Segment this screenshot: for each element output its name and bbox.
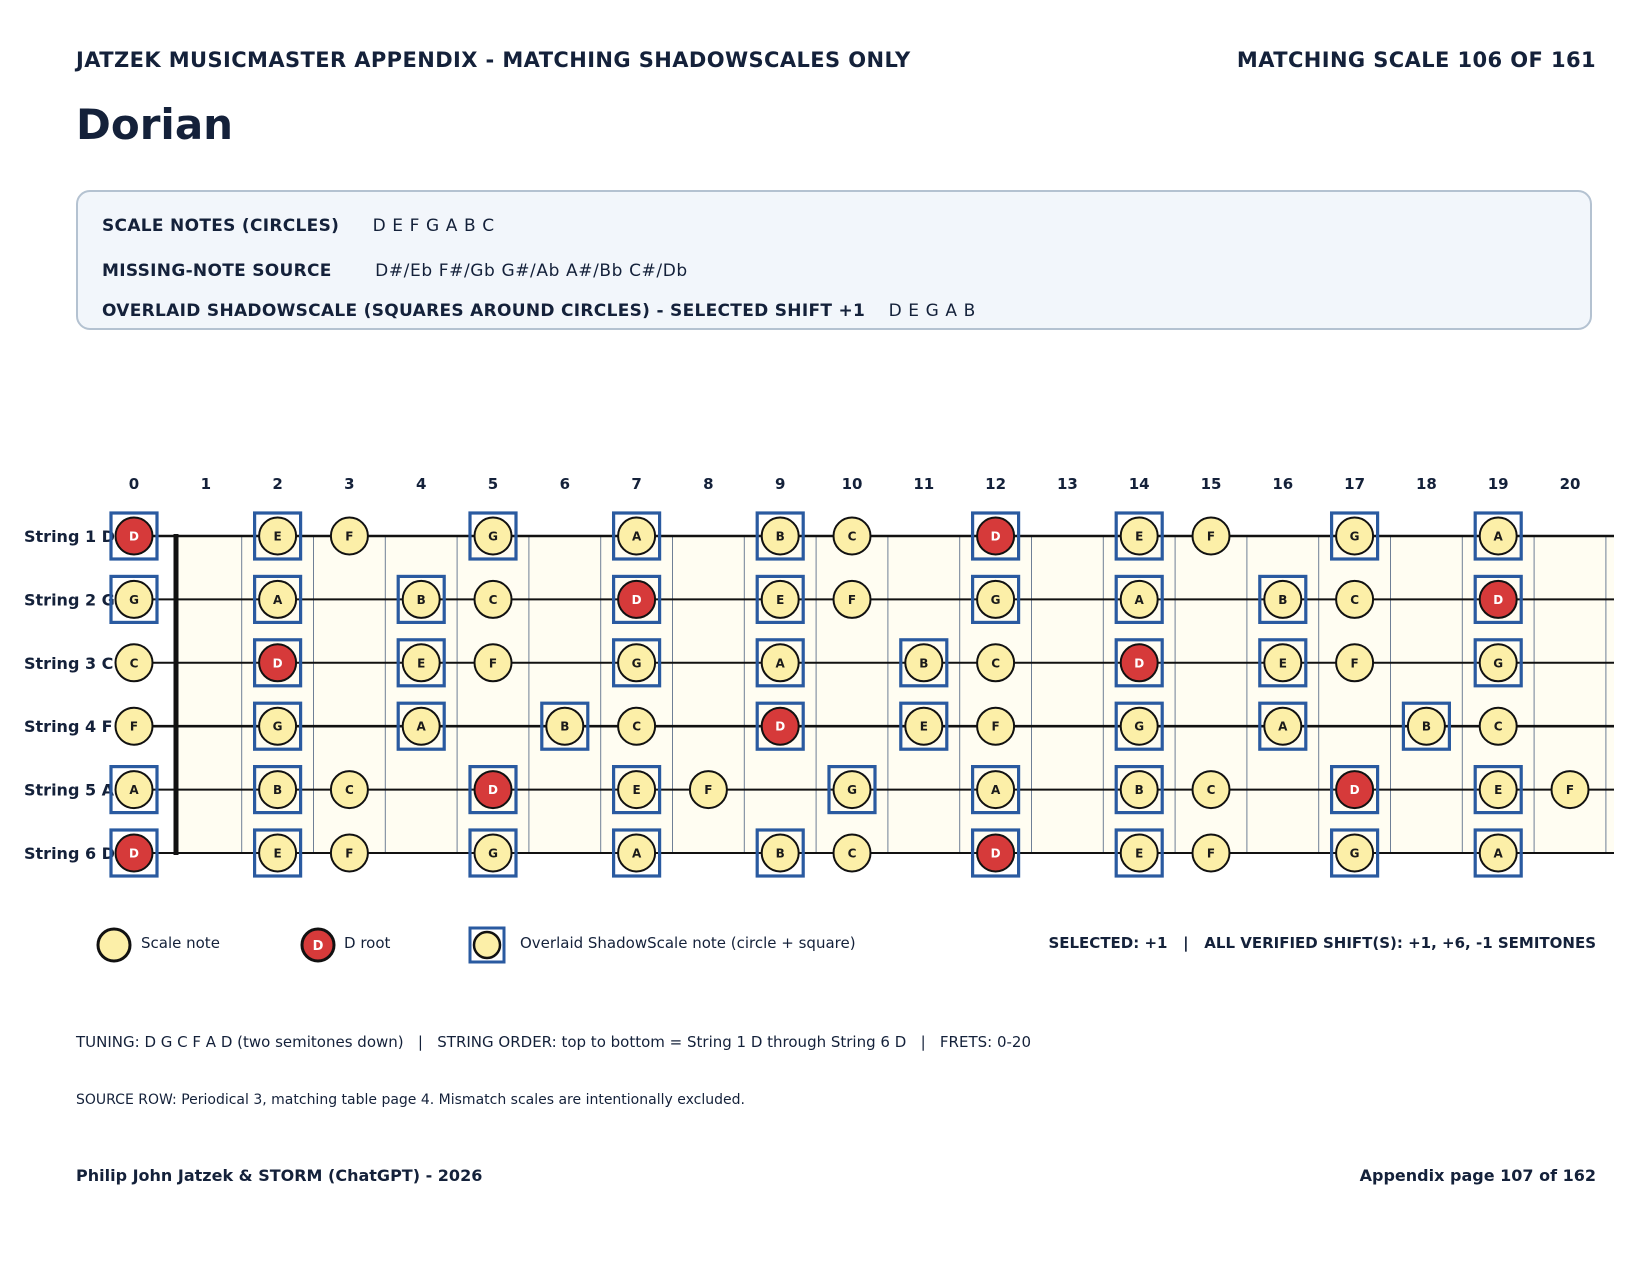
string-label: String 5 A xyxy=(24,780,115,800)
note-label: C xyxy=(991,656,1001,671)
note-label: G xyxy=(272,719,283,734)
note-label: D xyxy=(1134,656,1145,671)
note-label: E xyxy=(1494,783,1503,798)
note-label: A xyxy=(1278,719,1288,734)
note-label: D xyxy=(990,846,1001,861)
note-label: B xyxy=(416,592,426,607)
note-label: E xyxy=(273,846,282,861)
note-label: E xyxy=(417,656,426,671)
note-label: G xyxy=(990,592,1001,607)
overlay-label: OVERLAID SHADOWSCALE (SQUARES AROUND CIRCLES) - SELECTED SHIFT +1 xyxy=(102,301,866,321)
note-label: C xyxy=(847,529,857,544)
note-label: D xyxy=(1493,592,1504,607)
note-label: G xyxy=(488,529,498,544)
note-label: F xyxy=(1206,529,1216,544)
note-label: F xyxy=(1350,656,1359,671)
fret-number: 19 xyxy=(1487,475,1509,493)
fret-number: 16 xyxy=(1272,475,1294,493)
note-label: D xyxy=(990,529,1001,544)
legend-overlay-label: Overlaid ShadowScale note (circle + square) xyxy=(520,934,856,952)
fret-number: 20 xyxy=(1559,475,1581,493)
note-label: F xyxy=(345,529,354,544)
legend-scale-note-icon xyxy=(98,929,130,961)
note-label: A xyxy=(1134,592,1144,607)
note-label: F xyxy=(704,783,713,798)
scale-notes-label: SCALE NOTES (CIRCLES) xyxy=(102,216,340,236)
missing-notes-value: D#/Eb F#/Gb G#/Ab A#/Bb C#/Db xyxy=(375,261,688,281)
note-label: F xyxy=(847,592,857,607)
scale-name: Dorian xyxy=(76,100,234,149)
note-label: F xyxy=(345,846,354,861)
fret-number: 6 xyxy=(559,475,571,493)
note-label: B xyxy=(560,719,570,734)
fret-number: 10 xyxy=(841,475,863,493)
fret-number: 4 xyxy=(415,475,427,493)
note-label: G xyxy=(631,656,642,671)
note-label: E xyxy=(632,783,641,798)
source-info: SOURCE ROW: Periodical 3, matching table page 4. Mismatch scales are intentionally excluded. xyxy=(76,1092,745,1108)
note-label: D xyxy=(1349,783,1360,798)
note-label: A xyxy=(272,592,283,607)
note-label: G xyxy=(847,783,857,798)
missing-notes-label: MISSING-NOTE SOURCE xyxy=(102,261,332,281)
note-label: B xyxy=(775,846,785,861)
fret-number: 12 xyxy=(985,475,1007,493)
note-label: D xyxy=(488,783,498,798)
legend-root-letter: D xyxy=(312,939,324,954)
note-label: C xyxy=(344,783,354,798)
fret-number: 17 xyxy=(1344,475,1366,493)
note-label: D xyxy=(129,529,139,544)
scale-counter: MATCHING SCALE 106 OF 161 xyxy=(1236,48,1596,72)
note-label: C xyxy=(129,656,139,671)
note-label: D xyxy=(775,719,786,734)
fret-number: 3 xyxy=(344,475,355,493)
note-label: B xyxy=(1278,592,1288,607)
fret-number: 2 xyxy=(272,475,283,493)
fret-number: 18 xyxy=(1415,475,1437,493)
note-label: E xyxy=(1278,656,1287,671)
note-label: B xyxy=(273,783,283,798)
fret-number: 14 xyxy=(1128,475,1150,493)
fret-number: 9 xyxy=(774,475,786,493)
tuning-info: TUNING: D G C F A D (two semitones down) | STRING ORDER: top to bottom = String 1 D through String 6 D | FRETS: 0-20 xyxy=(76,1033,1031,1051)
fret-number: 13 xyxy=(1056,475,1078,493)
note-label: C xyxy=(488,592,498,607)
note-label: A xyxy=(631,846,642,861)
note-label: F xyxy=(1206,846,1216,861)
overlay-value: D E G A B xyxy=(888,301,976,321)
page-number: Appendix page 107 of 162 xyxy=(1359,1166,1596,1185)
shift-summary: SELECTED: +1 | ALL VERIFIED SHIFT(S): +1, +6, -1 SEMITONES xyxy=(1048,934,1596,952)
note-label: A xyxy=(775,656,785,671)
string-label: String 2 G xyxy=(24,590,115,610)
note-label: E xyxy=(1135,529,1144,544)
note-label: B xyxy=(919,656,929,671)
legend-root-label: D root xyxy=(344,934,391,952)
note-label: C xyxy=(1350,592,1360,607)
note-label: G xyxy=(1134,719,1145,734)
note-label: B xyxy=(775,529,785,544)
note-label: A xyxy=(129,783,139,798)
fret-number: 5 xyxy=(487,475,499,493)
header-title: JATZEK MUSICMASTER APPENDIX - MATCHING SHADOWSCALES ONLY xyxy=(76,48,911,72)
note-label: A xyxy=(631,529,642,544)
note-label: C xyxy=(847,846,857,861)
scale-notes-value: D E F G A B C xyxy=(372,216,495,236)
note-label: G xyxy=(1349,529,1360,544)
fret-number: 1 xyxy=(200,475,212,493)
note-label: B xyxy=(1134,783,1144,798)
fret-number: 7 xyxy=(631,475,642,493)
note-label: G xyxy=(488,846,498,861)
note-label: B xyxy=(1421,719,1431,734)
note-label: A xyxy=(990,783,1001,798)
note-label: D xyxy=(631,592,642,607)
note-label: E xyxy=(273,529,282,544)
string-label: String 3 C xyxy=(24,653,114,673)
note-label: F xyxy=(1565,783,1575,798)
note-label: E xyxy=(1135,846,1144,861)
note-label: D xyxy=(129,846,139,861)
fret-number: 0 xyxy=(128,475,140,493)
fretboard-background xyxy=(176,536,1614,853)
note-label: E xyxy=(919,719,928,734)
note-label: E xyxy=(776,592,785,607)
note-label: C xyxy=(1493,719,1503,734)
note-label: A xyxy=(1493,846,1503,861)
note-label: G xyxy=(129,592,139,607)
string-label: String 4 F xyxy=(24,717,113,737)
note-label: D xyxy=(272,656,283,671)
fret-number: 15 xyxy=(1200,475,1222,493)
note-label: F xyxy=(488,656,498,671)
string-label: String 6 D xyxy=(24,844,115,863)
note-label: A xyxy=(416,719,426,734)
credit: Philip John Jatzek & STORM (ChatGPT) - 2026 xyxy=(76,1166,483,1185)
note-label: A xyxy=(1493,529,1503,544)
legend-overlay-circle-icon xyxy=(474,932,500,958)
note-label: G xyxy=(1493,656,1504,671)
fret-number: 11 xyxy=(913,475,935,493)
note-label: G xyxy=(1349,846,1360,861)
note-label: C xyxy=(632,719,642,734)
legend-scale-note-label: Scale note xyxy=(141,934,220,952)
note-label: F xyxy=(991,719,1000,734)
string-label: String 1 D xyxy=(24,527,115,546)
note-label: C xyxy=(1206,783,1216,798)
fret-number: 8 xyxy=(703,475,714,493)
note-label: F xyxy=(129,719,139,734)
